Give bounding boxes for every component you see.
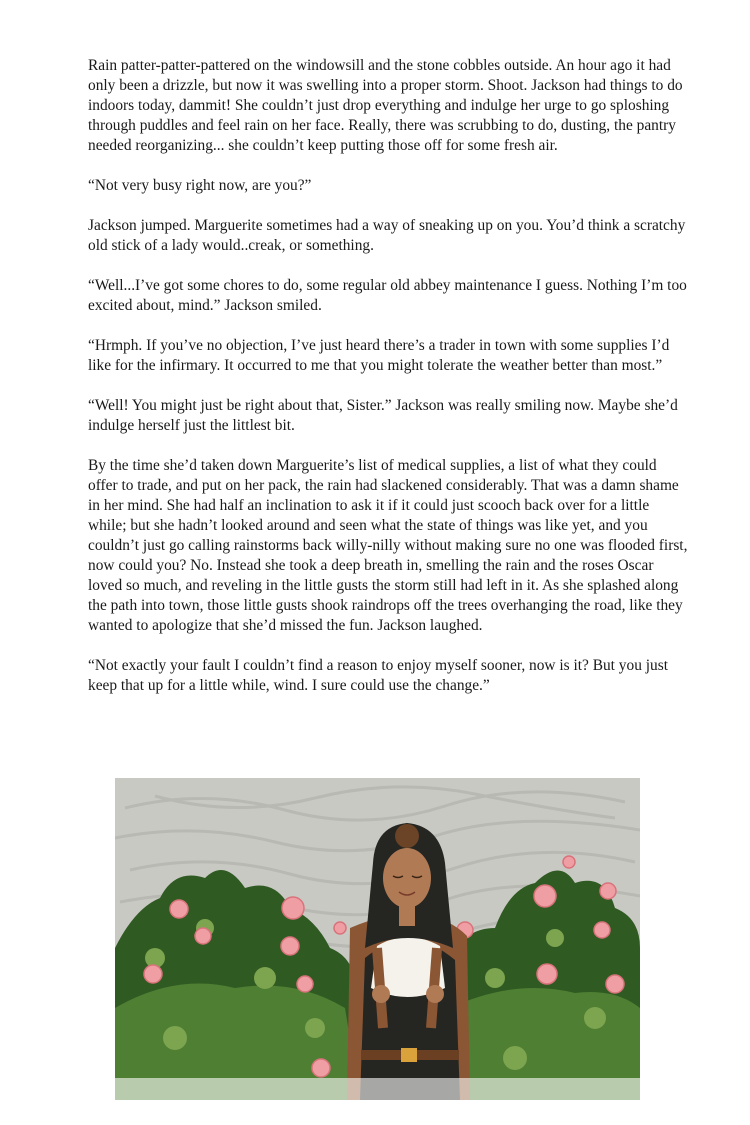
story-paragraph-2: “Not very busy right now, are you?” <box>88 177 312 194</box>
belt-buckle <box>401 1048 417 1062</box>
story-paragraph-3: Jackson jumped. Marguerite sometimes had a way of sneaking up on you. You’d think a scratchy old stick of a lady would..creak, or something. <box>88 217 686 254</box>
face <box>383 848 431 908</box>
right-hand <box>426 985 444 1003</box>
story-paragraph-5: “Hrmph. If you’ve no objection, I’ve just heard there’s a trader in town with some supplies I’d like for the infirmary. It occurred to me that you might tolerate the weather better than most.” <box>88 337 670 374</box>
story-text <box>88 56 688 716</box>
story-paragraph-4: “Well...I’ve got some chores to do, some regular old abbey maintenance I guess. Nothing I’m too excited about, mind.” Jackson smiled. <box>88 277 687 314</box>
story-paragraph-7: By the time she’d taken down Marguerite’s list of medical supplies, a list of what they could offer to trade, and put on her pack, the rain had slackened considerably. That was a damn shame in her mind. She had half an inclination to ask it if it could just scooch back over for a little while; but she hadn’t looked around and seen what the state of things was like yet, and you couldn’t just go calling rainstorms back willy-nilly without making sure no one was flooded first, now could you? No. Instead she took a deep breath in, smelling the rain and the roses Oscar loved so much, and reveling in the little gusts the storm still had left in it. As she splashed along the path into town, those little gusts shook raindrops off the trees overhanging the road, like they wanted to apologize that she’d missed the fun. Jackson laughed. <box>88 457 688 634</box>
story-paragraph-1: Rain patter-patter-pattered on the windowsill and the stone cobbles outside. An hour ago it had only been a drizzle, but now it was swelling into a proper storm. Shoot. Jackson had things to do indoors today, dammit! She couldn’t just drop everything and indulge her urge to go sploshing through puddles and feel rain on her face. Really, there was scrubbing to do, dusting, the pantry needed reorganizing... she couldn’t keep putting those off for some fresh air. <box>88 57 683 154</box>
left-hand <box>372 985 390 1003</box>
story-paragraph-6: “Well! You might just be right about that, Sister.” Jackson was really smiling now. Maybe she’d indulge herself just the littlest bit. <box>88 397 678 434</box>
ground-mist <box>115 1078 640 1100</box>
illustration-nun-among-roses <box>115 778 640 1100</box>
hair-bun <box>395 824 419 848</box>
story-paragraph-8: “Not exactly your fault I couldn’t find a reason to enjoy myself sooner, now is it? But you just keep that up for a little while, wind. I sure could use the change.” <box>88 657 668 694</box>
